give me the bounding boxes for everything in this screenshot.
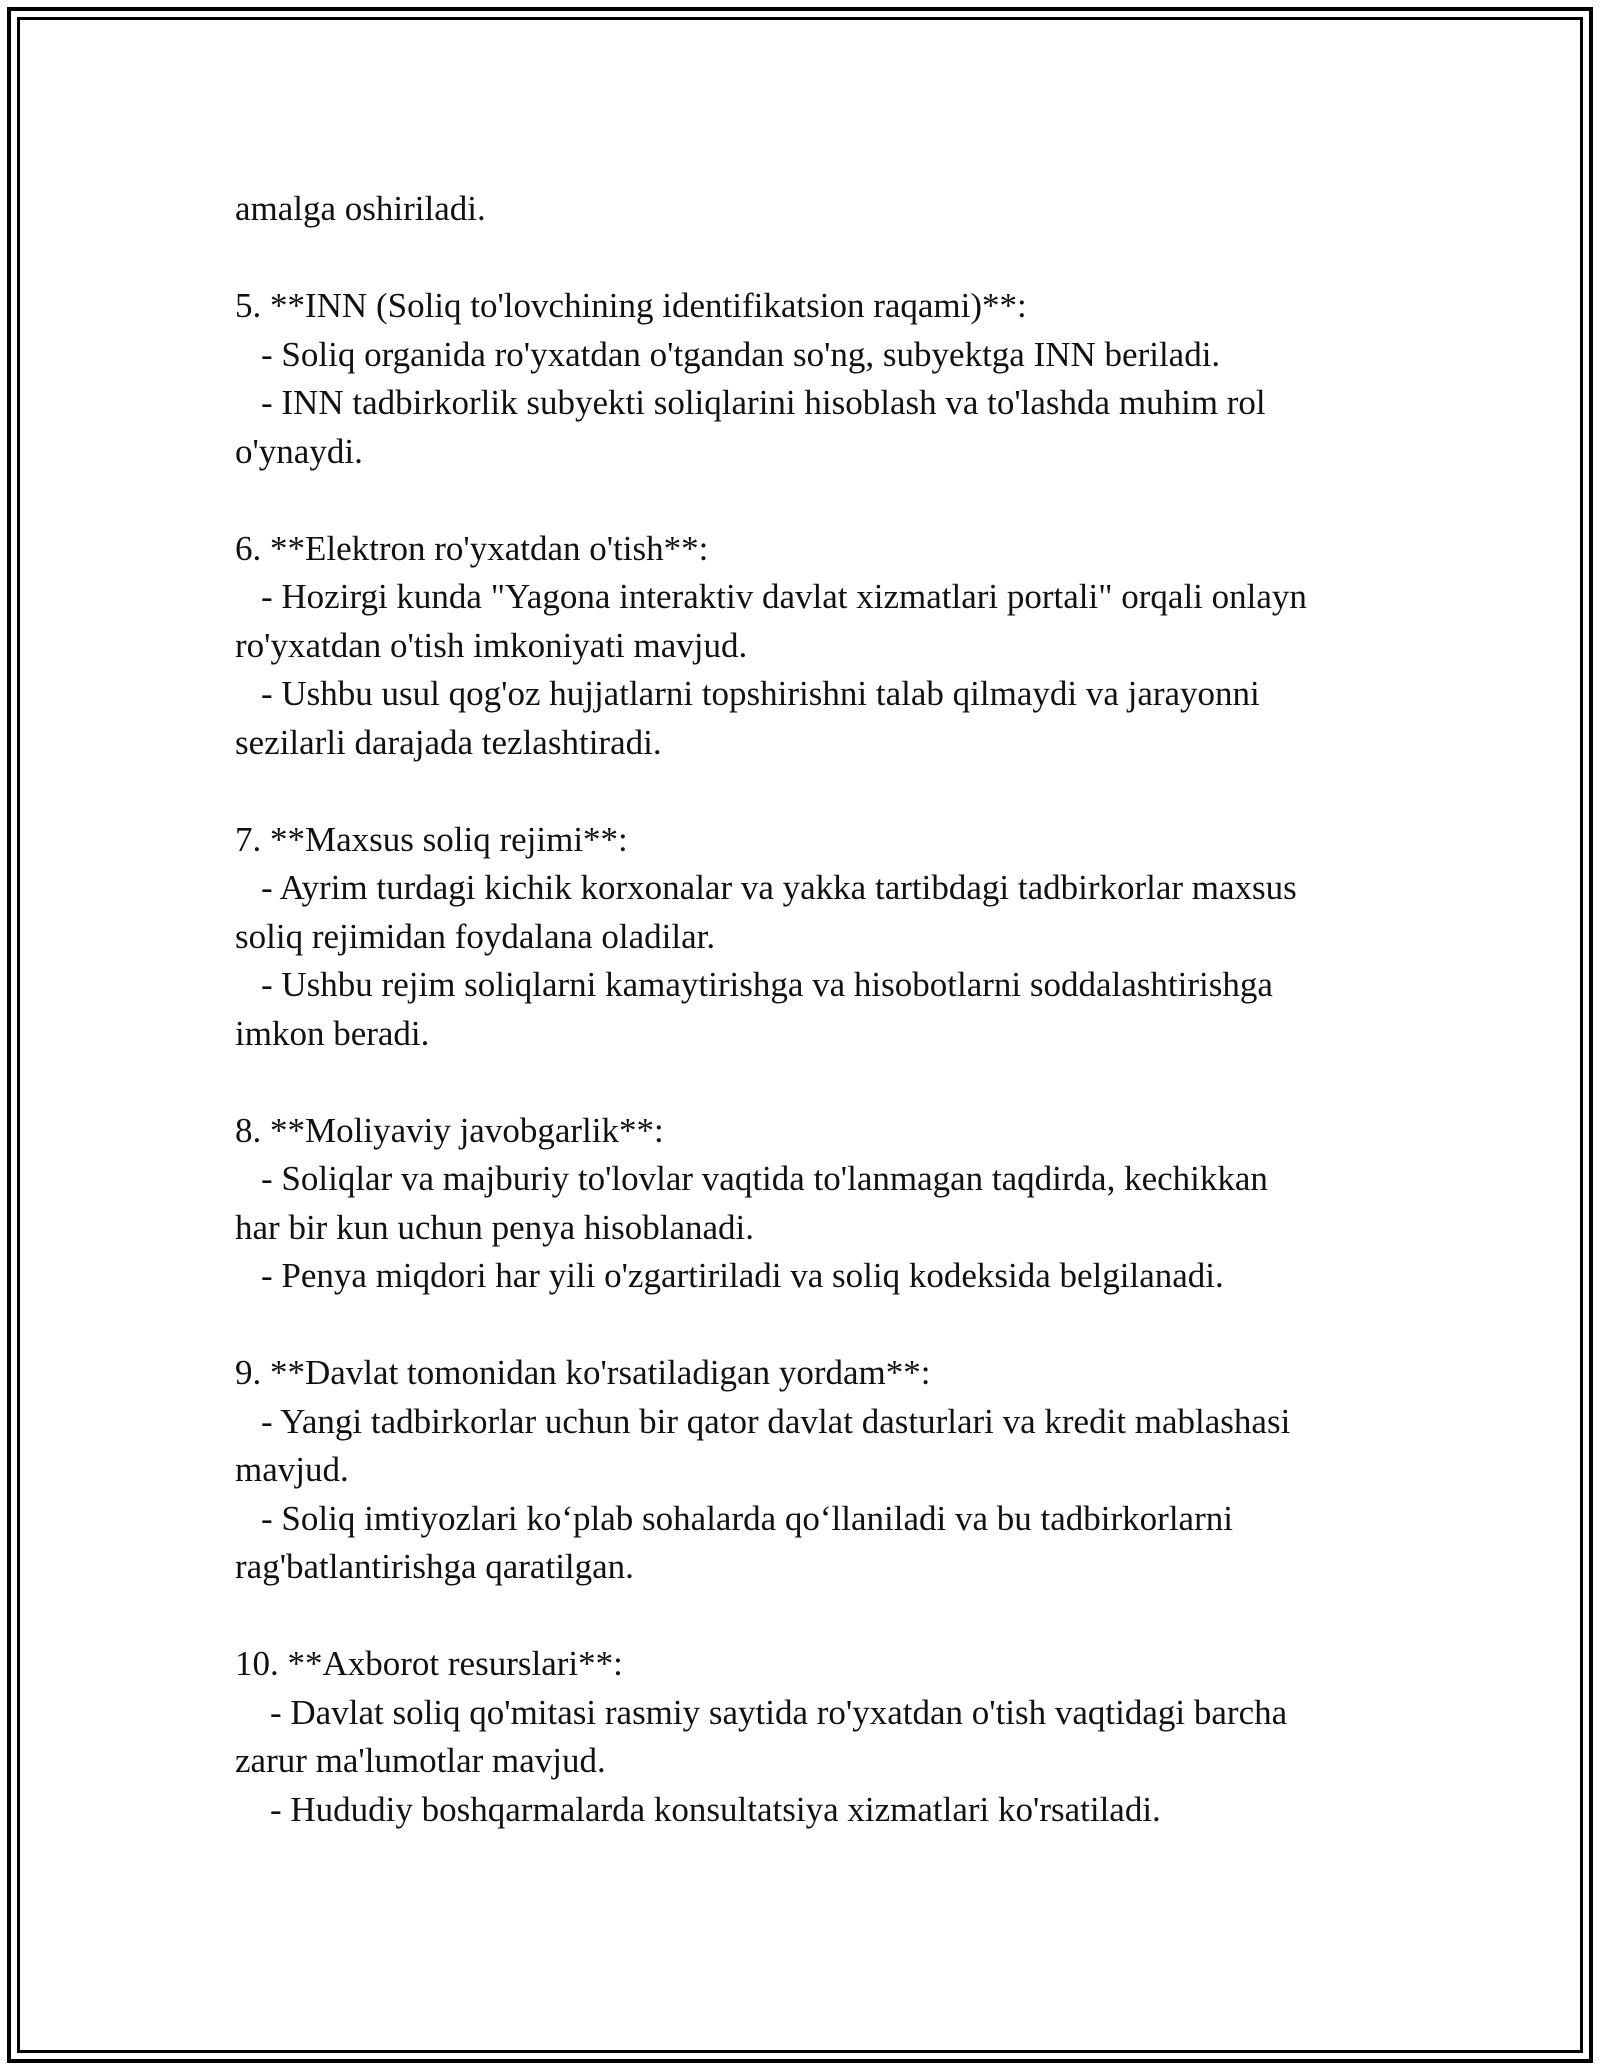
section-heading: 9. **Davlat tomonidan ko'rsatiladigan yordam**: xyxy=(235,1353,931,1392)
continuation-line: amalga oshiriladi. xyxy=(235,189,486,228)
bullet-line: - Soliqlar va majburiy to'lovlar vaqtida to'lanmagan taqdirda, kechikkan xyxy=(261,1159,1268,1198)
section-heading: 5. **INN (Soliq to'lovchining identifikatsion raqami)**: xyxy=(235,286,1027,325)
continuation-text-line: sezilarli darajada tezlashtiradi. xyxy=(235,722,662,762)
continuation-text-line: ro'yxatdan o'tish imkoniyati mavjud. xyxy=(235,625,748,665)
continuation-text-line: o'ynaydi. xyxy=(235,431,363,471)
paragraph-gap xyxy=(235,476,1375,525)
bullet-line: - Davlat soliq qo'mitasi rasmiy saytida ro'yxatdan o'tish vaqtidagi barcha xyxy=(270,1692,1288,1732)
section-block xyxy=(235,282,1375,476)
bullet-line: - Yangi tadbirkorlar uchun bir qator davlat dasturlari va kredit mablashasi xyxy=(261,1401,1291,1441)
document-body xyxy=(235,185,1375,1834)
sections-container xyxy=(235,282,1375,1834)
section-block xyxy=(235,816,1375,1059)
bullet-line: - Soliq organida ro'yxatdan o'tgandan so'ng, subyektga INN beriladi. xyxy=(261,334,1221,374)
bullet-line: - Hududiy boshqarmalarda konsultatsiya xizmatlari ko'rsatiladi. xyxy=(270,1789,1161,1829)
bullet-line: - Penya miqdori har yili o'zgartiriladi va soliq kodeksida belgilanadi. xyxy=(261,1256,1224,1295)
continuation-text-line: zarur ma'lumotlar mavjud. xyxy=(235,1741,606,1780)
continuation-text-line: mavjud. xyxy=(235,1450,349,1489)
section-heading: 7. **Maxsus soliq rejimi**: xyxy=(235,819,628,859)
continuation-text-line: har bir kun uchun penya hisoblanadi. xyxy=(235,1207,755,1247)
bullet-line: - Ayrim turdagi kichik korxonalar va yakka tartibdagi tadbirkorlar maxsus xyxy=(261,868,1297,907)
section-heading: 6. **Elektron ro'yxatdan o'tish**: xyxy=(235,528,709,568)
section-block xyxy=(235,1640,1375,1834)
bullet-line: - Ushbu rejim soliqlarni kamaytirishga va hisobotlarni soddalashtirishga xyxy=(261,965,1273,1004)
paragraph-gap xyxy=(235,1058,1375,1107)
paragraph-gap xyxy=(235,1592,1375,1641)
section-block xyxy=(235,1349,1375,1592)
section-block xyxy=(235,525,1375,768)
bullet-line: - Hozirgi kunda "Yagona interaktiv davlat xizmatlari portali" orqali onlayn xyxy=(261,577,1307,616)
bullet-line: - Ushbu usul qog'oz hujjatlarni topshirishni talab qilmaydi va jarayonni xyxy=(261,674,1260,713)
bullet-line: - Soliq imtiyozlari ko‘plab sohalarda qo‘llaniladi va bu tadbirkorlarni xyxy=(261,1498,1233,1538)
continuation-text-line: soliq rejimidan foydalana oladilar. xyxy=(235,916,716,956)
continuation-text-line: imkon beradi. xyxy=(235,1013,430,1053)
paragraph-gap xyxy=(235,767,1375,816)
section-block xyxy=(235,1107,1375,1301)
section-heading: 8. **Moliyaviy javobgarlik**: xyxy=(235,1110,664,1150)
section-heading: 10. **Axborot resurslari**: xyxy=(235,1644,623,1683)
paragraph-gap xyxy=(235,1301,1375,1350)
continuation-text-line: rag'batlantirishga qaratilgan. xyxy=(235,1547,634,1586)
paragraph-gap xyxy=(235,234,1375,283)
bullet-line: - INN tadbirkorlik subyekti soliqlarini hisoblash va to'lashda muhim rol xyxy=(261,383,1266,422)
